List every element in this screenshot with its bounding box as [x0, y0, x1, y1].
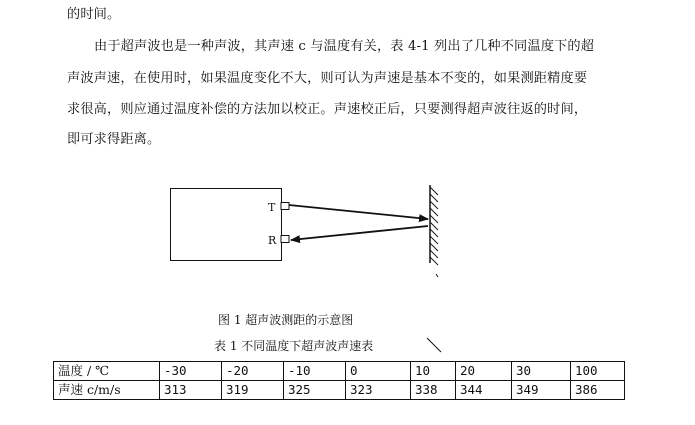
body-line-3: 声波声速，在使用时，如果温度变化不大，则可认为声速是基本不变的，如果测距精度要 — [67, 71, 588, 86]
body-line-1: 的时间。 — [67, 7, 121, 22]
reflected-wave-arrow — [291, 226, 428, 240]
table-cell: 319 — [222, 381, 284, 400]
table-cell: -20 — [222, 362, 284, 381]
transmitter-element — [281, 203, 289, 210]
stray-mark — [436, 274, 438, 277]
table-cell: 0 — [346, 362, 411, 381]
body-line-5: 即可求得距离。 — [67, 132, 161, 147]
table-cell: 338 — [411, 381, 456, 400]
table-row-speed — [54, 381, 625, 400]
sound-speed-table — [53, 361, 625, 400]
figure-caption: 图 1 超声波测距的示意图 — [218, 313, 354, 327]
body-line-2: 由于超声波也是一种声波，其声速 c 与温度有关，表 4-1 列出了几种不同温度下的超 — [94, 39, 595, 54]
body-line-4: 求很高，则应通过温度补偿的方法加以校正。声速校正后，只要测得超声波往返的时间， — [67, 102, 588, 117]
table-cell: 30 — [512, 362, 571, 381]
table-cell: 100 — [571, 362, 625, 381]
table-cell: 349 — [512, 381, 571, 400]
table-row-temperature — [54, 362, 625, 381]
row-header-temperature: 温度 / ℃ — [54, 362, 160, 381]
label-r: R — [268, 234, 277, 247]
reflector-wall — [430, 185, 438, 265]
table-cell: 323 — [346, 381, 411, 400]
table-cell: 386 — [571, 381, 625, 400]
stray-diagonal-mark — [427, 338, 441, 352]
table-cell: -10 — [284, 362, 346, 381]
table-cell: 20 — [456, 362, 512, 381]
table-cell: 344 — [456, 381, 512, 400]
row-header-speed: 声速 c/m/s — [54, 381, 160, 400]
table-caption: 表 1 不同温度下超声波声速表 — [214, 339, 374, 353]
label-t: T — [268, 201, 276, 214]
table-cell: 325 — [284, 381, 346, 400]
sensor-box — [171, 189, 282, 261]
receiver-element — [281, 236, 289, 243]
table-cell: 313 — [160, 381, 222, 400]
emitted-wave-arrow — [289, 205, 428, 219]
table-cell: 10 — [411, 362, 456, 381]
table-cell: -30 — [160, 362, 222, 381]
